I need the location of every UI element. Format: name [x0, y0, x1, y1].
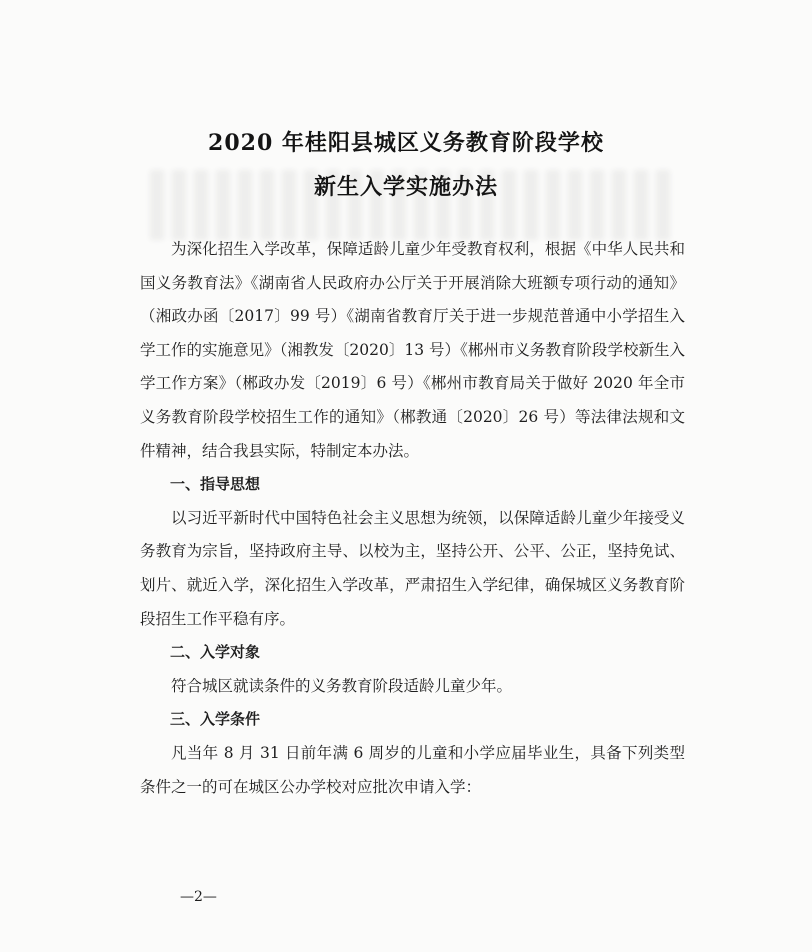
section-heading-enrollment-conditions: 三、入学条件	[170, 710, 261, 729]
section-heading-guiding-ideology: 一、指导思想	[170, 475, 261, 494]
section-text-guiding-ideology: 以习近平新时代中国特色社会主义思想为统领，以保障适龄儿童少年接受义务教育为宗旨，坚持政府主导、以校为主，坚持公开、公平、公正，坚持免试、划片、就近入学，深化招生入学改革，严肃招生入学纪律，确保城区义务教育阶段招生工作平稳有序。	[140, 508, 685, 628]
page-number: —2—	[180, 889, 217, 905]
document-title-line-2: 新生入学实施办法	[313, 174, 498, 200]
document-body	[140, 233, 685, 804]
section-heading-enrollment-targets: 二、入学对象	[170, 643, 261, 662]
section-text-enrollment-conditions: 凡当年 8 月 31 日前年满 6 周岁的儿童和小学应届毕业生，具备下列类型条件之一的可在城区公办学校对应批次申请入学：	[140, 743, 685, 796]
intro-paragraph: 为深化招生入学改革，保障适龄儿童少年受教育权利，根据《中华人民共和国义务教育法》《湖南省人民政府办公厅关于开展消除大班额专项行动的通知》（湘政办函〔2017〕99 号）《湖南省教育厅关于进一步规范普通中小学招生入学工作的实施意见》（湘教发〔2020〕13 号）《郴州市义务教育阶段学校新生入学工作方案》（郴政办发〔2019〕6 号）《郴州市教育局关于做好 2020 年全市义务教育阶段学校招生工作的通知》（郴教通〔2020〕26 号）等法律法规和文件精神，结合我县实际，特制定本办法。	[140, 240, 685, 460]
document-title-line-1: 2020 年桂阳县城区义务教育阶段学校	[208, 130, 604, 156]
section-text-enrollment-targets: 符合城区就读条件的义务教育阶段适龄儿童少年。	[171, 676, 513, 695]
